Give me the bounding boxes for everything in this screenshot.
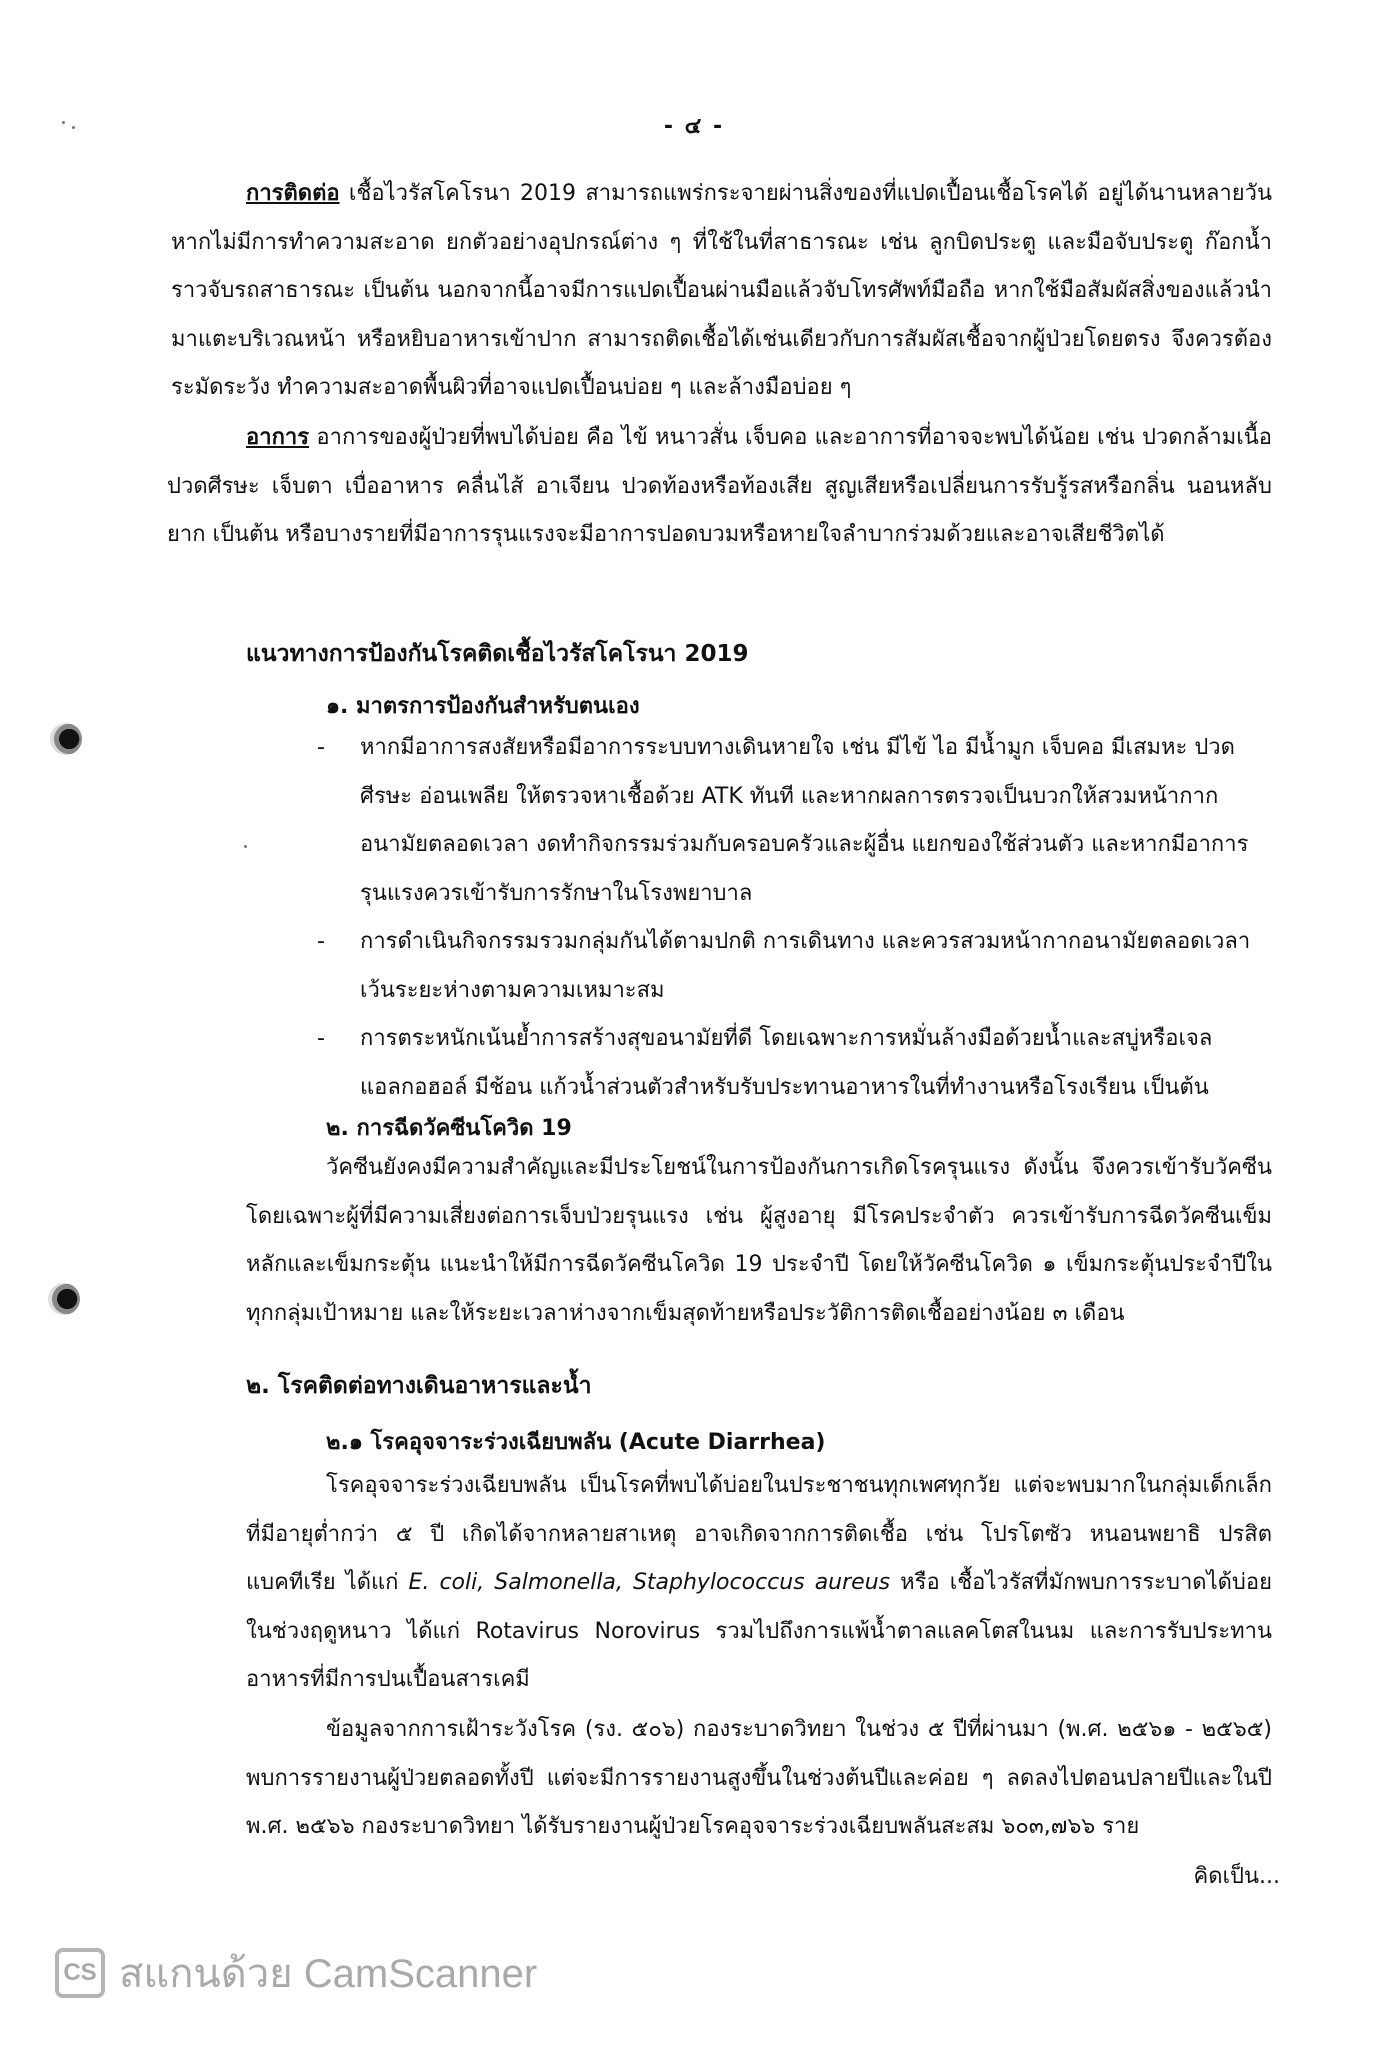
bacteria-names: E. coli, Salmonella, Staphylococcus aureus	[408, 1570, 891, 1595]
list-item: - การดำเนินกิจกรรมรวมกลุ่มกันได้ตามปกติ การเดินทาง และควรสวมหน้ากากอนามัยตลอดเวลา เว้นระยะห่างตามความเหมาะสม	[317, 929, 1251, 1003]
bullet-text: การตระหนักเน้นย้ำการสร้างสุขอนามัยที่ดี โดยเฉพาะการหมั่นล้างมือด้วยน้ำและสบู่หรือเจลแอลกอฮอล์ มีช้อน แก้วน้ำส่วนตัวสำหรับรับประทานอาหารในที่ทำงานหรือโรงเรียน เป็นต้น	[360, 1026, 1213, 1100]
punch-hole	[50, 723, 82, 755]
section-2-heading: ๒. โรคติดต่อทางเดินอาหารและน้ำ	[246, 1373, 592, 1399]
watermark-text: สแกนด้วย CamScanner	[119, 1952, 538, 1996]
scan-speck	[244, 845, 247, 848]
bullet-text: หากมีอาการสงสัยหรือมีอาการระบบทางเดินหายใจ เช่น มีไข้ ไอ มีน้ำมูก เจ็บคอ มีเสมหะ ปวดศีรษะ อ่อนเพลีย ให้ตรวจหาเชื้อด้วย ATK ทันที และหากผลการตรวจเป็นบวกให้สวมหน้ากากอนามัยตลอดเวลา งดทำกิจกรรมร่วมกับครอบครัวและผู้อื่น แยกของใช้ส่วนตัว และหากมีอาการรุนแรงควรเข้ารับการรักษาในโรงพยาบาล	[360, 735, 1249, 906]
diarrhea-text-a: โรคอุจจาระร่วงเฉียบพลัน เป็นโรคที่พบได้บ่อยในประชาชนทุกเพศทุกวัย แต่จะพบมากในกลุ่มเด็กเล็กที่มีอายุต่ำกว่า ๕ ปี เกิดได้จากหลายสาเหตุ อาจเกิดจากการติดเชื้อ เช่น โปรโตซัว หนอนพยาธิ ปรสิต แบคทีเรีย ได้แก่	[246, 1473, 1272, 1595]
bullet-text: การดำเนินกิจกรรมรวมกลุ่มกันได้ตามปกติ การเดินทาง และควรสวมหน้ากากอนามัยตลอดเวลา เว้นระยะห่างตามความเหมาะสม	[360, 929, 1251, 1003]
continuation-text: คิดเป็น...	[1193, 1864, 1280, 1889]
symptoms-text: อาการของผู้ป่วยที่พบได้บ่อย คือ ไข้ หนาวสั่น เจ็บคอ และอาการที่อาจจะพบได้น้อย เช่น ปวดกล้ามเนื้อ ปวดศีรษะ เจ็บตา เบื่ออาหาร คลื่นไส้ อาเจียน ปวดท้องหรือท้องเสีย สูญเสียหรือเปลี่ยนการรับรู้รสหรือกลิ่น นอนหลับยาก เป็นต้น หรือบางรายที่มีอาการรุนแรงจะมีอาการปอดบวมหรือหายใจลำบากร่วมด้วยและอาจเสียชีวิตได้	[167, 425, 1272, 547]
page-number: - ๔ -	[663, 114, 725, 139]
vaccine-heading: ๒. การฉีดวัคซีนโควิด 19	[326, 1116, 572, 1141]
symptoms-paragraph	[167, 414, 1272, 560]
self-protection-list	[317, 724, 1272, 1112]
symptoms-term: อาการ	[246, 425, 310, 450]
surveillance-text: ข้อมูลจากการเฝ้าระวังโรค (รง. ๕๐๖) กองระบาดวิทยา ในช่วง ๕ ปีที่ผ่านมา (พ.ศ. ๒๕๖๑ - ๒๕๖๕) พบการรายงานผู้ป่วยตลอดทั้งปี แต่จะมีการรายงานสูงขึ้นในช่วงต้นปีและค่อย ๆ ลดลงไปตอนปลายปีและในปี พ.ศ. ๒๕๖๖ กองระบาดวิทยา ได้รับรายงานผู้ป่วยโรคอุจจาระร่วงเฉียบพลันสะสม ๖๐๓,๗๖๖ ราย	[246, 1717, 1272, 1839]
scan-speck	[62, 121, 65, 124]
self-protection-heading: ๑. มาตรการป้องกันสำหรับตนเอง	[326, 694, 640, 719]
transmission-term: การติดต่อ	[246, 181, 340, 206]
transmission-paragraph	[171, 170, 1272, 413]
prevention-heading: แนวทางการป้องกันโรคติดเชื้อไวรัสโคโรนา 2019	[246, 641, 749, 667]
surveillance-paragraph	[246, 1706, 1272, 1852]
punch-hole	[48, 1283, 80, 1315]
vaccine-text: วัคซีนยังคงมีความสำคัญและมีประโยชน์ในการป้องกันการเกิดโรครุนแรง ดังนั้น จึงควรเข้ารับวัคซีนโดยเฉพาะผู้ที่มีความเสี่ยงต่อการเจ็บป่วยรุนแรง เช่น ผู้สูงอายุ มีโรคประจำตัว ควรเข้ารับการฉีดวัคซีนเข็มหลักและเข็มกระตุ้น แนะนำให้มีการฉีดวัคซีนโควิด 19 ประจำปี โดยให้วัคซีนโควิด ๑ เข็มกระตุ้นประจำปีในทุกกลุ่มเป้าหมาย และให้ระยะเวลาห่างจากเข็มสุดท้ายหรือประวัติการติดเชื้ออย่างน้อย ๓ เดือน	[246, 1155, 1272, 1326]
transmission-text: เชื้อไวรัสโคโรนา 2019 สามารถแพร่กระจายผ่านสิ่งของที่แปดเปื้อนเชื้อโรคได้ อยู่ได้นานหลายวันหากไม่มีการทำความสะอาด ยกตัวอย่างอุปกรณ์ต่าง ๆ ที่ใช้ในที่สาธารณะ เช่น ลูกบิดประตู และมือจับประตู ก๊อกน้ำ ราวจับรถสาธารณะ เป็นต้น นอกจากนี้อาจมีการแปดเปื้อนผ่านมือแล้วจับโทรศัพท์มือถือ หากใช้มือสัมผัสสิ่งของแล้วนำมาแตะบริเวณหน้า หรือหยิบอาหารเข้าปาก สามารถติดเชื้อได้เช่นเดียวกับการสัมผัสเชื้อจากผู้ป่วยโดยตรง จึงควรต้องระมัดระวัง ทำความสะอาดพื้นผิวที่อาจแปดเปื้อนบ่อย ๆ และล้างมือบ่อย ๆ	[171, 181, 1272, 400]
acute-diarrhea-heading: ๒.๑ โรคอุจจาระร่วงเฉียบพลัน (Acute Diarrhea)	[326, 1430, 826, 1455]
camscanner-logo-icon: CS	[55, 1948, 105, 1998]
acute-diarrhea-paragraph	[246, 1462, 1272, 1705]
scan-speck	[72, 126, 75, 129]
camscanner-watermark	[55, 1938, 537, 2008]
vaccine-paragraph	[246, 1144, 1272, 1338]
diarrhea-text-b: หรือ เชื้อไวรัสที่มักพบการระบาดได้บ่อยในช่วงฤดูหนาว ได้แก่ Rotavirus Norovirus รวมไปถึงการแพ้น้ำตาลแลคโตสในนม และการรับประทานอาหารที่มีการปนเปื้อนสารเคมี	[246, 1570, 1272, 1692]
list-item: - การตระหนักเน้นย้ำการสร้างสุขอนามัยที่ดี โดยเฉพาะการหมั่นล้างมือด้วยน้ำและสบู่หรือเจลแอลกอฮอล์ มีช้อน แก้วน้ำส่วนตัวสำหรับรับประทานอาหารในที่ทำงานหรือโรงเรียน เป็นต้น	[317, 1026, 1213, 1100]
list-item: - หากมีอาการสงสัยหรือมีอาการระบบทางเดินหายใจ เช่น มีไข้ ไอ มีน้ำมูก เจ็บคอ มีเสมหะ ปวดศีรษะ อ่อนเพลีย ให้ตรวจหาเชื้อด้วย ATK ทันที และหากผลการตรวจเป็นบวกให้สวมหน้ากากอนามัยตลอดเวลา งดทำกิจกรรมร่วมกับครอบครัวและผู้อื่น แยกของใช้ส่วนตัว และหากมีอาการรุนแรงควรเข้ารับการรักษาในโรงพยาบาล	[317, 735, 1249, 906]
